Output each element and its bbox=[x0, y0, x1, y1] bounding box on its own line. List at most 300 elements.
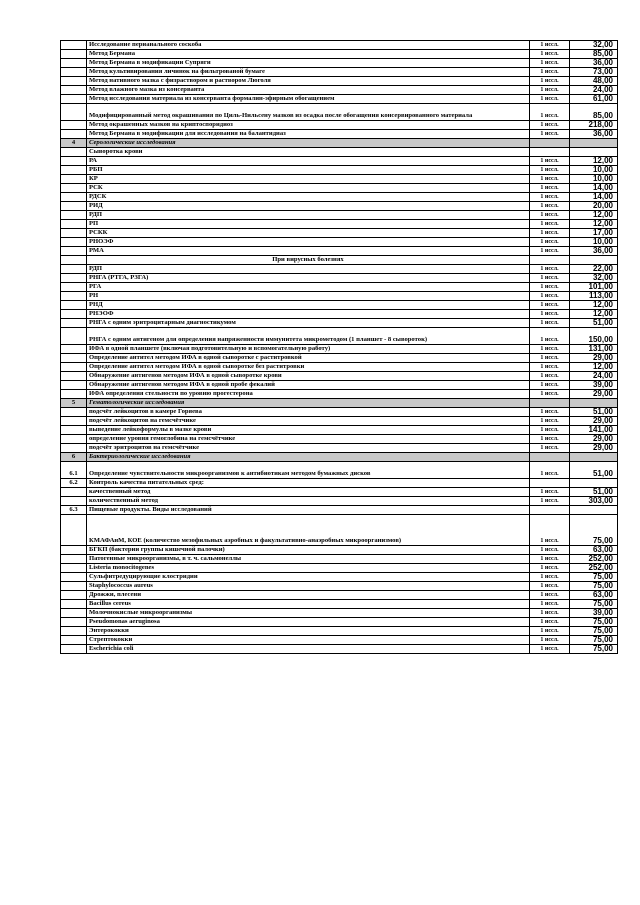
row-number bbox=[61, 211, 87, 220]
table-row bbox=[61, 645, 618, 654]
row-unit: 1 иссл. bbox=[530, 390, 570, 399]
section-header-row bbox=[61, 453, 618, 462]
row-number: 4 bbox=[61, 139, 87, 148]
row-unit: 1 иссл. bbox=[530, 184, 570, 193]
row-title: РА bbox=[87, 157, 530, 166]
row-unit: 1 иссл. bbox=[530, 591, 570, 600]
row-unit: 1 иссл. bbox=[530, 301, 570, 310]
row-unit: 1 иссл. bbox=[530, 59, 570, 68]
row-price bbox=[570, 139, 618, 148]
row-price: 75,00 bbox=[570, 515, 618, 546]
row-unit: 1 иссл. bbox=[530, 130, 570, 139]
row-title: РМА bbox=[87, 247, 530, 256]
row-title: РН bbox=[87, 292, 530, 301]
row-unit: 1 иссл. bbox=[530, 86, 570, 95]
table-row bbox=[61, 600, 618, 609]
table-row bbox=[61, 497, 618, 506]
row-unit: 1 иссл. bbox=[530, 229, 570, 238]
row-number bbox=[61, 292, 87, 301]
row-title: РНГА с одним эритроцитарным диагностикумом bbox=[87, 319, 530, 328]
table-row bbox=[61, 211, 618, 220]
row-unit bbox=[530, 506, 570, 515]
row-unit: 1 иссл. bbox=[530, 372, 570, 381]
row-title: подсчёт лейкоцитов в камере Горяева bbox=[87, 408, 530, 417]
row-title: Исследование перианального соскоба bbox=[87, 41, 530, 50]
row-number bbox=[61, 408, 87, 417]
row-number bbox=[61, 627, 87, 636]
row-title: РНГА с одним антигеном для определения напряженности иммунитета микрометодом (1 планшет - 8 сывороток) bbox=[87, 328, 530, 345]
row-price: 29,00 bbox=[570, 444, 618, 453]
row-unit: 1 иссл. bbox=[530, 202, 570, 211]
row-unit: 1 иссл. bbox=[530, 95, 570, 104]
price-list-sheet bbox=[60, 40, 617, 654]
section-header-row bbox=[61, 399, 618, 408]
row-price: 29,00 bbox=[570, 390, 618, 399]
row-unit: 1 иссл. bbox=[530, 573, 570, 582]
row-number bbox=[61, 319, 87, 328]
table-row bbox=[61, 354, 618, 363]
row-unit: 1 иссл. bbox=[530, 645, 570, 654]
row-unit: 1 иссл. bbox=[530, 609, 570, 618]
row-price: 12,00 bbox=[570, 211, 618, 220]
row-price: 252,00 bbox=[570, 564, 618, 573]
row-unit: 1 иссл. bbox=[530, 417, 570, 426]
row-unit: 1 иссл. bbox=[530, 564, 570, 573]
row-title: Бактериологические исследования bbox=[87, 453, 530, 462]
row-unit: 1 иссл. bbox=[530, 426, 570, 435]
row-price: 10,00 bbox=[570, 238, 618, 247]
row-price: 22,00 bbox=[570, 265, 618, 274]
table-row bbox=[61, 166, 618, 175]
row-number bbox=[61, 229, 87, 238]
row-price: 141,00 bbox=[570, 426, 618, 435]
table-row bbox=[61, 256, 618, 265]
table-row bbox=[61, 417, 618, 426]
row-title: ИФА в одной планшете (включая подготовительную и вспомогательную работу) bbox=[87, 345, 530, 354]
table-row bbox=[61, 238, 618, 247]
table-row bbox=[61, 435, 618, 444]
row-number bbox=[61, 256, 87, 265]
row-title: Метод Бермана bbox=[87, 50, 530, 59]
row-title: Pseudomonas aeruginosa bbox=[87, 618, 530, 627]
row-unit bbox=[530, 139, 570, 148]
row-number bbox=[61, 175, 87, 184]
row-title: РП bbox=[87, 220, 530, 229]
row-price: 32,00 bbox=[570, 274, 618, 283]
row-price: 36,00 bbox=[570, 59, 618, 68]
row-title: подсчёт эритроцитов на гемсчётчике bbox=[87, 444, 530, 453]
row-title: Контроль качества питательных сред: bbox=[87, 479, 530, 488]
row-price: 51,00 bbox=[570, 319, 618, 328]
row-price: 218,00 bbox=[570, 121, 618, 130]
table-row bbox=[61, 564, 618, 573]
row-number bbox=[61, 328, 87, 345]
table-row bbox=[61, 488, 618, 497]
row-unit: 1 иссл. bbox=[530, 211, 570, 220]
row-unit: 1 иссл. bbox=[530, 515, 570, 546]
row-price: 29,00 bbox=[570, 417, 618, 426]
row-unit bbox=[530, 256, 570, 265]
row-title: РИД bbox=[87, 202, 530, 211]
row-number bbox=[61, 68, 87, 77]
table-row bbox=[61, 319, 618, 328]
row-number bbox=[61, 582, 87, 591]
table-row bbox=[61, 95, 618, 104]
row-number bbox=[61, 390, 87, 399]
row-number: 6.1 bbox=[61, 462, 87, 479]
row-price: 63,00 bbox=[570, 546, 618, 555]
row-price: 36,00 bbox=[570, 247, 618, 256]
table-row bbox=[61, 408, 618, 417]
row-title: Метод влажного мазка из консерванта bbox=[87, 86, 530, 95]
row-unit: 1 иссл. bbox=[530, 408, 570, 417]
row-unit: 1 иссл. bbox=[530, 435, 570, 444]
table-row bbox=[61, 390, 618, 399]
row-price: 75,00 bbox=[570, 645, 618, 654]
row-unit bbox=[530, 399, 570, 408]
row-unit: 1 иссл. bbox=[530, 166, 570, 175]
row-title: Стрептококки bbox=[87, 636, 530, 645]
table-row bbox=[61, 546, 618, 555]
row-price: 39,00 bbox=[570, 609, 618, 618]
row-number bbox=[61, 573, 87, 582]
row-unit: 1 иссл. bbox=[530, 193, 570, 202]
row-price: 252,00 bbox=[570, 555, 618, 564]
row-price bbox=[570, 453, 618, 462]
row-number bbox=[61, 274, 87, 283]
table-row bbox=[61, 444, 618, 453]
row-number bbox=[61, 372, 87, 381]
row-number bbox=[61, 444, 87, 453]
row-unit bbox=[530, 148, 570, 157]
row-unit: 1 иссл. bbox=[530, 265, 570, 274]
table-row bbox=[61, 202, 618, 211]
row-price: 12,00 bbox=[570, 301, 618, 310]
row-price: 63,00 bbox=[570, 591, 618, 600]
row-number bbox=[61, 148, 87, 157]
row-title: Listeria monocitogenes bbox=[87, 564, 530, 573]
row-title: РНЭОФ bbox=[87, 310, 530, 319]
row-unit: 1 иссл. bbox=[530, 546, 570, 555]
row-unit: 1 иссл. bbox=[530, 220, 570, 229]
table-row bbox=[61, 148, 618, 157]
table-row bbox=[61, 41, 618, 50]
row-title: РНД bbox=[87, 301, 530, 310]
table-row bbox=[61, 310, 618, 319]
row-number bbox=[61, 435, 87, 444]
row-number bbox=[61, 497, 87, 506]
table-row bbox=[61, 265, 618, 274]
row-price: 14,00 bbox=[570, 193, 618, 202]
row-price bbox=[570, 506, 618, 515]
row-price: 85,00 bbox=[570, 50, 618, 59]
table-row bbox=[61, 50, 618, 59]
row-title: Гематологические исследования bbox=[87, 399, 530, 408]
table-row bbox=[61, 247, 618, 256]
row-price: 75,00 bbox=[570, 600, 618, 609]
row-number bbox=[61, 363, 87, 372]
row-number bbox=[61, 130, 87, 139]
row-unit bbox=[530, 453, 570, 462]
row-title: Staphylococcus aureus bbox=[87, 582, 530, 591]
row-unit: 1 иссл. bbox=[530, 381, 570, 390]
row-unit: 1 иссл. bbox=[530, 319, 570, 328]
row-price: 51,00 bbox=[570, 462, 618, 479]
row-number: 5 bbox=[61, 399, 87, 408]
row-number bbox=[61, 609, 87, 618]
row-unit: 1 иссл. bbox=[530, 247, 570, 256]
row-title: При вирусных болезнях bbox=[87, 256, 530, 265]
row-price: 10,00 bbox=[570, 175, 618, 184]
row-title: Метод нативного мазка с физраствором и раствором Люголя bbox=[87, 77, 530, 86]
table-row bbox=[61, 555, 618, 564]
row-number bbox=[61, 301, 87, 310]
table-row bbox=[61, 591, 618, 600]
row-price: 20,00 bbox=[570, 202, 618, 211]
table-row bbox=[61, 372, 618, 381]
row-price: 75,00 bbox=[570, 573, 618, 582]
row-number: 6.3 bbox=[61, 506, 87, 515]
row-price: 51,00 bbox=[570, 488, 618, 497]
row-price bbox=[570, 256, 618, 265]
row-title: Патогенные микроорганизмы, в т. ч. сальмонеллы bbox=[87, 555, 530, 564]
table-row bbox=[61, 627, 618, 636]
table-row bbox=[61, 573, 618, 582]
row-price: 12,00 bbox=[570, 363, 618, 372]
row-title: РНГА (РТГА, РЗГА) bbox=[87, 274, 530, 283]
row-title: Bacillus cereus bbox=[87, 600, 530, 609]
table-row bbox=[61, 462, 618, 479]
table-row bbox=[61, 515, 618, 546]
row-number bbox=[61, 645, 87, 654]
table-row bbox=[61, 618, 618, 627]
row-price: 131,00 bbox=[570, 345, 618, 354]
row-number bbox=[61, 283, 87, 292]
row-title: выведение лейкоформулы в мазке крови bbox=[87, 426, 530, 435]
row-number bbox=[61, 555, 87, 564]
row-number bbox=[61, 220, 87, 229]
row-title: Определение чувствительности микроорганизмов к антибиотикам методом бумажных дисков bbox=[87, 462, 530, 479]
row-number bbox=[61, 426, 87, 435]
table-row bbox=[61, 283, 618, 292]
row-number bbox=[61, 354, 87, 363]
row-unit: 1 иссл. bbox=[530, 636, 570, 645]
row-unit: 1 иссл. bbox=[530, 283, 570, 292]
row-unit: 1 иссл. bbox=[530, 488, 570, 497]
row-unit: 1 иссл. bbox=[530, 582, 570, 591]
row-title: Метод Бермана в модификации Супряги bbox=[87, 59, 530, 68]
row-title: Определение антител методом ИФА в одной сыворотке с раститровкой bbox=[87, 354, 530, 363]
row-price: 113,00 bbox=[570, 292, 618, 301]
row-title: количественный метод bbox=[87, 497, 530, 506]
table-row bbox=[61, 506, 618, 515]
row-unit bbox=[530, 479, 570, 488]
row-price: 48,00 bbox=[570, 77, 618, 86]
row-price: 39,00 bbox=[570, 381, 618, 390]
row-title: определение уровня гемоглобина на гемсчётчике bbox=[87, 435, 530, 444]
row-unit: 1 иссл. bbox=[530, 462, 570, 479]
table-row bbox=[61, 104, 618, 121]
table-row bbox=[61, 220, 618, 229]
row-price: 73,00 bbox=[570, 68, 618, 77]
row-unit: 1 иссл. bbox=[530, 68, 570, 77]
row-title: Дрожжи, плесени bbox=[87, 591, 530, 600]
row-number bbox=[61, 77, 87, 86]
row-title: Энтерококки bbox=[87, 627, 530, 636]
row-number bbox=[61, 41, 87, 50]
row-title: КМАФАнМ, КОЕ (количество мезофильных аэробных и факультативно-анаэробных микроорганизмов) bbox=[87, 515, 530, 546]
row-price: 29,00 bbox=[570, 435, 618, 444]
row-number bbox=[61, 488, 87, 497]
row-title: РСК bbox=[87, 184, 530, 193]
row-title: РДСК bbox=[87, 193, 530, 202]
row-price: 150,00 bbox=[570, 328, 618, 345]
row-unit: 1 иссл. bbox=[530, 444, 570, 453]
row-number bbox=[61, 546, 87, 555]
row-price: 24,00 bbox=[570, 86, 618, 95]
row-price: 24,00 bbox=[570, 372, 618, 381]
row-unit: 1 иссл. bbox=[530, 77, 570, 86]
row-unit: 1 иссл. bbox=[530, 238, 570, 247]
row-number bbox=[61, 381, 87, 390]
row-number bbox=[61, 50, 87, 59]
row-title: РГА bbox=[87, 283, 530, 292]
table-row bbox=[61, 301, 618, 310]
row-title: качественный метод bbox=[87, 488, 530, 497]
table-row bbox=[61, 345, 618, 354]
row-title: КР bbox=[87, 175, 530, 184]
row-title: Определение антител методом ИФА в одной сыворотке без раститровки bbox=[87, 363, 530, 372]
row-title: Пищевые продукты. Виды исследований bbox=[87, 506, 530, 515]
row-number bbox=[61, 157, 87, 166]
row-number bbox=[61, 600, 87, 609]
row-price bbox=[570, 399, 618, 408]
table-row bbox=[61, 121, 618, 130]
row-title: Обнаружение антигенов методом ИФА в одной пробе фекалий bbox=[87, 381, 530, 390]
table-row bbox=[61, 130, 618, 139]
row-price: 303,00 bbox=[570, 497, 618, 506]
row-unit: 1 иссл. bbox=[530, 600, 570, 609]
row-price: 85,00 bbox=[570, 104, 618, 121]
table-row bbox=[61, 59, 618, 68]
row-title: РДП bbox=[87, 265, 530, 274]
table-row bbox=[61, 328, 618, 345]
table-row bbox=[61, 582, 618, 591]
row-unit: 1 иссл. bbox=[530, 274, 570, 283]
price-table bbox=[60, 40, 618, 654]
row-number bbox=[61, 184, 87, 193]
row-unit: 1 иссл. bbox=[530, 627, 570, 636]
row-number bbox=[61, 121, 87, 130]
table-row bbox=[61, 77, 618, 86]
row-number bbox=[61, 86, 87, 95]
table-row bbox=[61, 609, 618, 618]
row-unit: 1 иссл. bbox=[530, 618, 570, 627]
row-title: РБП bbox=[87, 166, 530, 175]
row-title: Метод Бермана в модификации для исследования на балантидиаз bbox=[87, 130, 530, 139]
row-unit: 1 иссл. bbox=[530, 497, 570, 506]
row-title: Сульфитредуцирующие клостридии bbox=[87, 573, 530, 582]
row-unit: 1 иссл. bbox=[530, 121, 570, 130]
row-unit: 1 иссл. bbox=[530, 555, 570, 564]
row-price: 51,00 bbox=[570, 408, 618, 417]
row-number bbox=[61, 193, 87, 202]
row-price: 10,00 bbox=[570, 166, 618, 175]
row-price: 12,00 bbox=[570, 157, 618, 166]
row-title: Обнаружение антигенов методом ИФА в одной сыворотке крови bbox=[87, 372, 530, 381]
table-row bbox=[61, 636, 618, 645]
row-title: Модифицированный метод окрашивания по Циль-Нильсену мазков из осадка после обогащения консервированного материала bbox=[87, 104, 530, 121]
row-title: Метод исследования материала из консерванта формалин-эфирным обогащением bbox=[87, 95, 530, 104]
row-price: 61,00 bbox=[570, 95, 618, 104]
table-row bbox=[61, 274, 618, 283]
row-number bbox=[61, 59, 87, 68]
row-price: 12,00 bbox=[570, 310, 618, 319]
row-price: 36,00 bbox=[570, 130, 618, 139]
table-row bbox=[61, 157, 618, 166]
row-unit: 1 иссл. bbox=[530, 328, 570, 345]
row-title: Метод культивирования личинок на фильтрованой бумаге bbox=[87, 68, 530, 77]
row-unit: 1 иссл. bbox=[530, 41, 570, 50]
row-title: РСКК bbox=[87, 229, 530, 238]
row-number bbox=[61, 202, 87, 211]
row-number: 6 bbox=[61, 453, 87, 462]
row-number bbox=[61, 345, 87, 354]
row-title: Сыворотка крови bbox=[87, 148, 530, 157]
row-title: ИФА определения стельности по уровню прогестерона bbox=[87, 390, 530, 399]
row-title: подсчёт лейкоцитов на гемсчётчике bbox=[87, 417, 530, 426]
row-number bbox=[61, 310, 87, 319]
row-price bbox=[570, 479, 618, 488]
row-unit: 1 иссл. bbox=[530, 175, 570, 184]
row-title: РДП bbox=[87, 211, 530, 220]
row-price: 14,00 bbox=[570, 184, 618, 193]
row-unit: 1 иссл. bbox=[530, 363, 570, 372]
table-row bbox=[61, 184, 618, 193]
row-number bbox=[61, 618, 87, 627]
row-unit: 1 иссл. bbox=[530, 310, 570, 319]
table-row bbox=[61, 68, 618, 77]
table-row bbox=[61, 363, 618, 372]
row-price: 12,00 bbox=[570, 220, 618, 229]
section-header-row bbox=[61, 139, 618, 148]
row-title: Молочнокислые микроорганизмы bbox=[87, 609, 530, 618]
row-number bbox=[61, 238, 87, 247]
row-number bbox=[61, 591, 87, 600]
row-price: 101,00 bbox=[570, 283, 618, 292]
row-unit: 1 иссл. bbox=[530, 157, 570, 166]
table-row bbox=[61, 292, 618, 301]
row-number bbox=[61, 166, 87, 175]
row-number bbox=[61, 636, 87, 645]
row-title: Серологические исследования bbox=[87, 139, 530, 148]
row-title: РНОЭФ bbox=[87, 238, 530, 247]
table-row bbox=[61, 175, 618, 184]
row-number bbox=[61, 247, 87, 256]
row-price: 75,00 bbox=[570, 636, 618, 645]
table-row bbox=[61, 86, 618, 95]
row-number: 6.2 bbox=[61, 479, 87, 488]
row-number bbox=[61, 417, 87, 426]
row-price: 29,00 bbox=[570, 354, 618, 363]
row-price: 75,00 bbox=[570, 627, 618, 636]
row-price: 32,00 bbox=[570, 41, 618, 50]
row-price: 75,00 bbox=[570, 582, 618, 591]
row-number bbox=[61, 515, 87, 546]
row-number bbox=[61, 265, 87, 274]
row-unit: 1 иссл. bbox=[530, 50, 570, 59]
row-unit: 1 иссл. bbox=[530, 104, 570, 121]
